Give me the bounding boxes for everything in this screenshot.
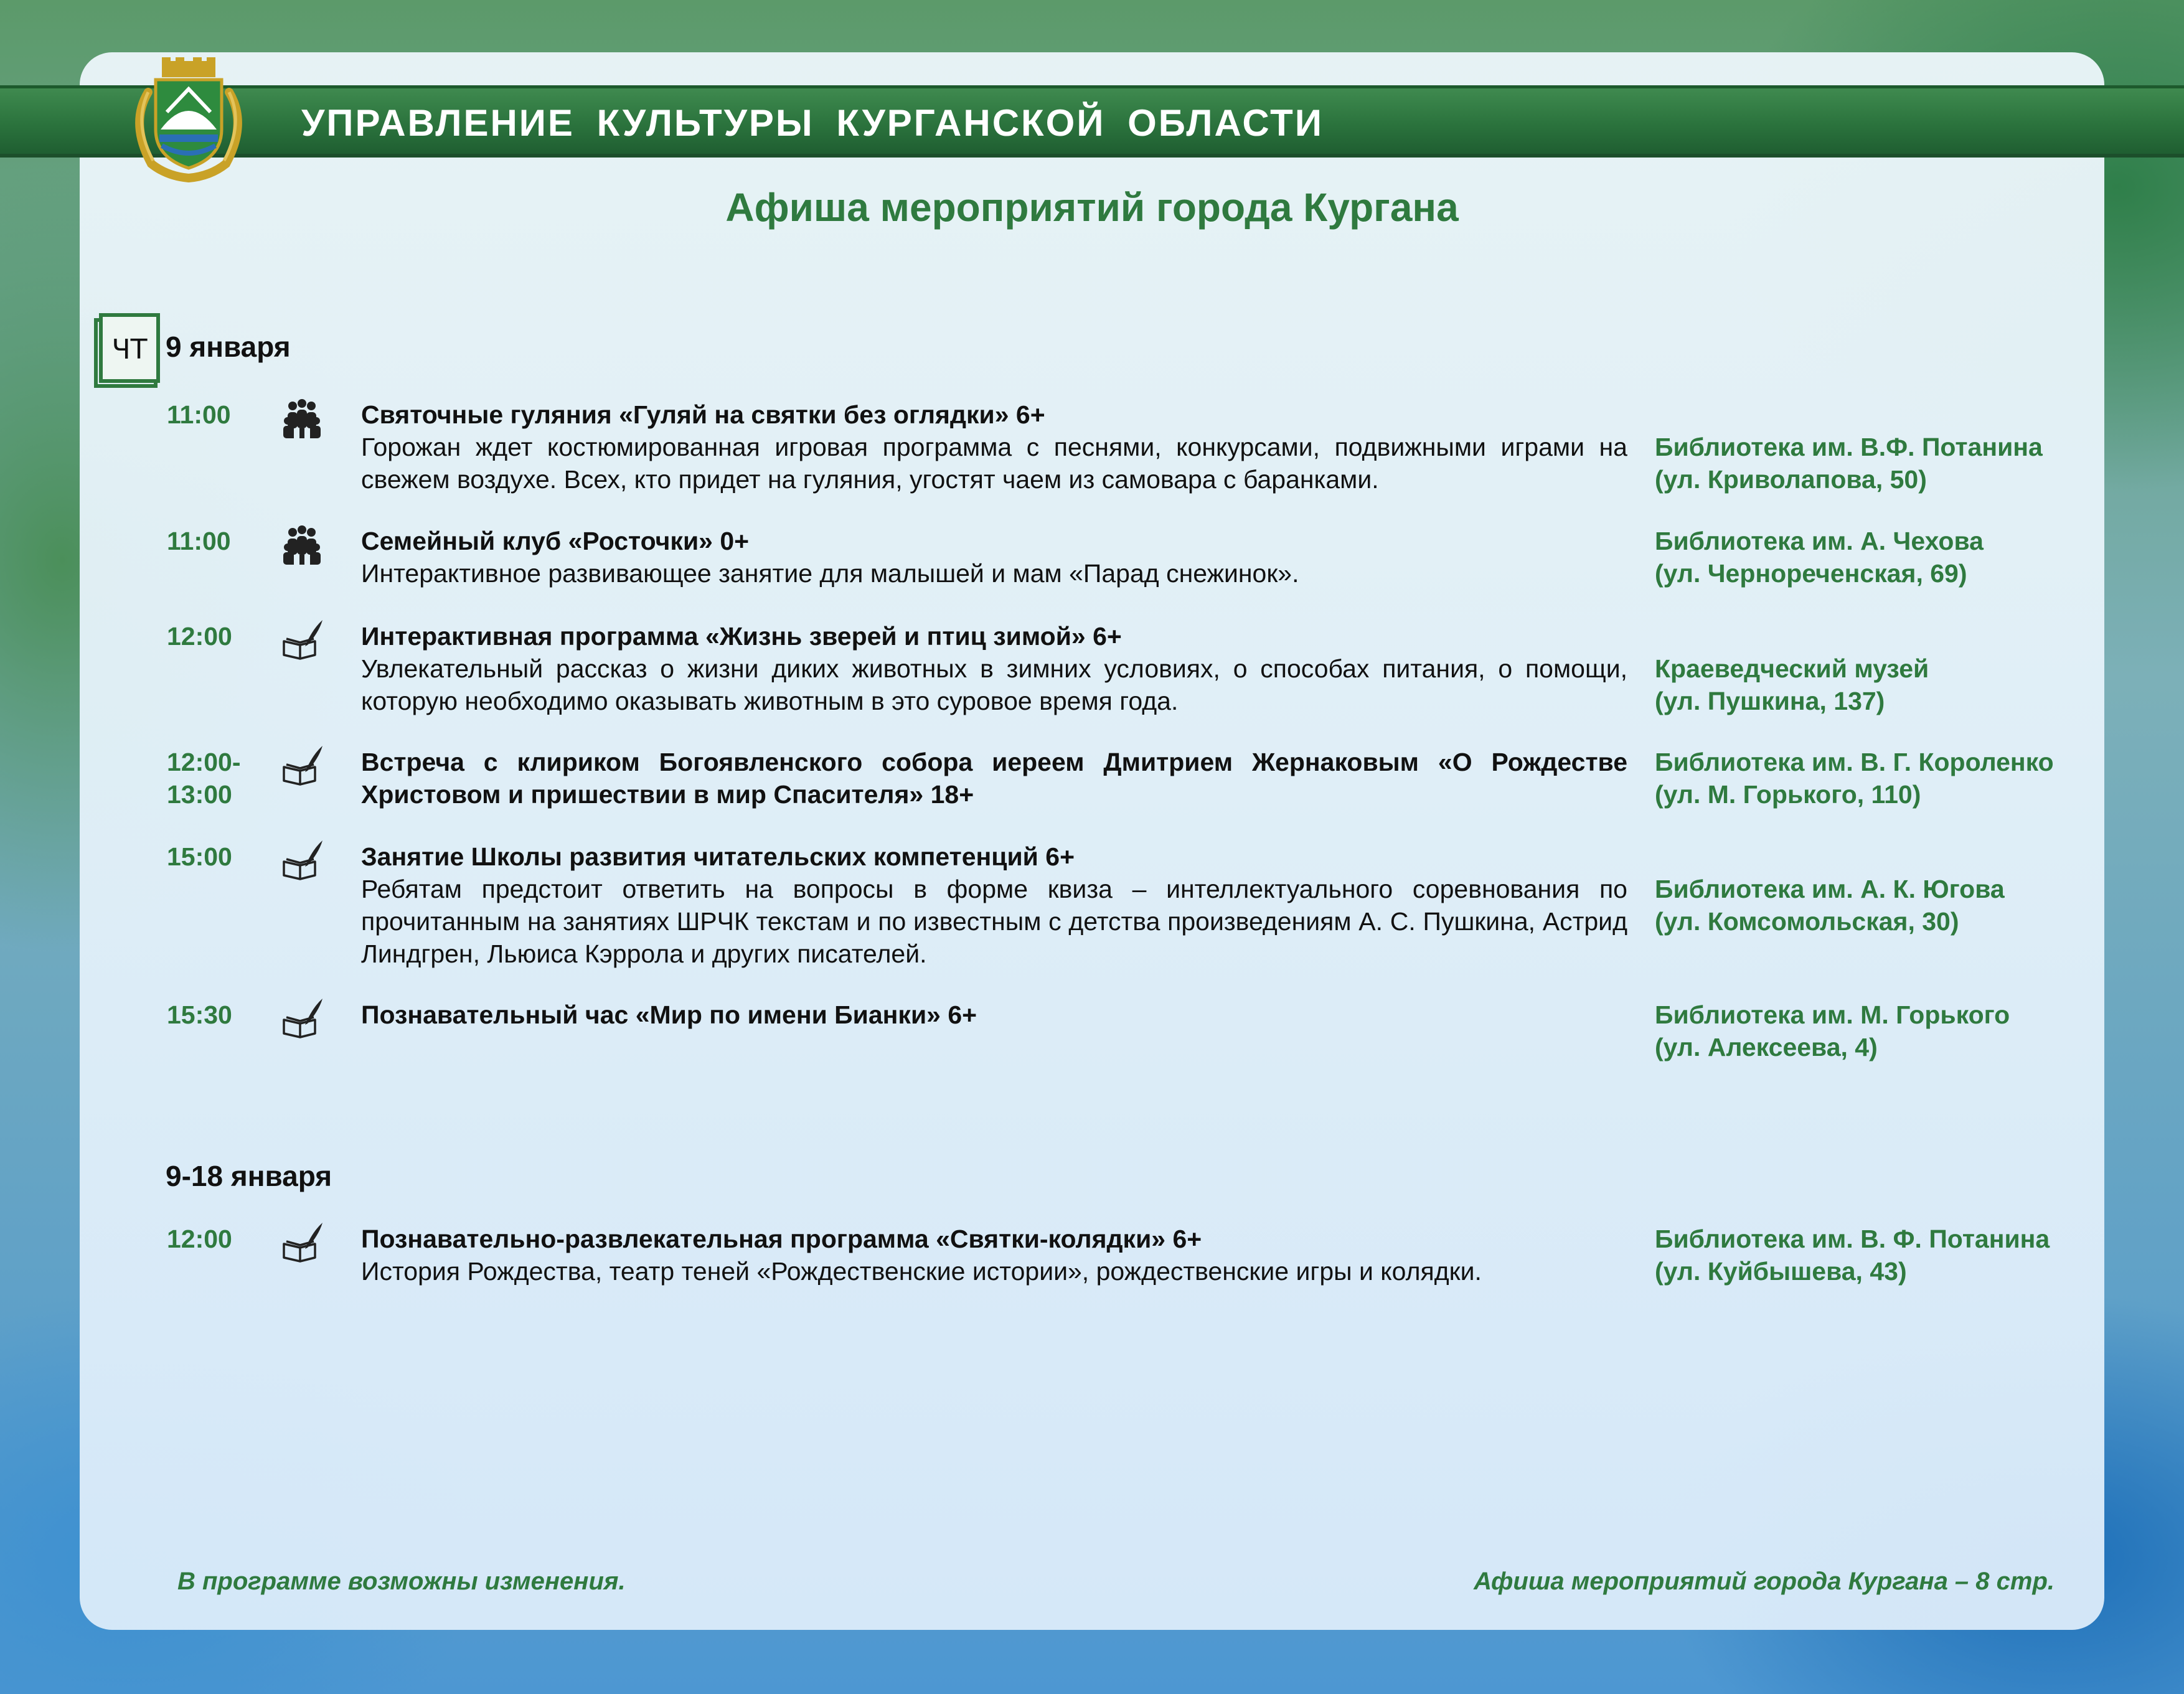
event-title: Семейный клуб «Росточки» 0+ xyxy=(361,527,750,555)
venue-address: (ул. Криволапова, 50) xyxy=(1655,465,1927,494)
event-venue xyxy=(1655,525,2103,590)
event-body xyxy=(361,620,1627,717)
venue-name: Библиотека им. В. Г. Короленко xyxy=(1655,748,2054,776)
event-title: Занятие Школы развития читательских компетенций 6+ xyxy=(361,842,1075,871)
event-time: 11:00 xyxy=(167,400,231,429)
event-venue xyxy=(1655,746,2103,811)
event-body xyxy=(361,525,1627,590)
event-time-start: 12:00- xyxy=(167,748,241,776)
venue-name: Библиотека им. В. Ф. Потанина xyxy=(1655,1225,2050,1253)
venue-address: (ул. Чернореченская, 69) xyxy=(1655,559,1967,588)
footer-page-label: Афиша мероприятий города Кургана – 8 стр. xyxy=(1474,1568,2055,1595)
event-venue xyxy=(1655,873,2103,938)
venue-address: (ул. М. Горького, 110) xyxy=(1655,780,1921,809)
event-description: Горожан ждет костюмированная игровая программа с песнями, конкурсами, подвижными играми на свежем воздухе. Всех, кто придет на гуляния, угостят чаем из самовара с баранками. xyxy=(361,433,1627,494)
event-title: Встреча с клириком Богоявленского собора иереем Дмитрием Жернаковым «О Рождестве Христовом и пришествии в мир Спасителя» 18+ xyxy=(361,748,1627,809)
book-quill-icon xyxy=(280,838,324,882)
event-time: 11:00 xyxy=(167,527,231,555)
event-body xyxy=(361,746,1627,811)
event-body xyxy=(361,1223,1627,1287)
date-heading: 9-18 января xyxy=(166,1160,332,1192)
event-venue xyxy=(1655,431,2103,496)
event-description: История Рождества, театр теней «Рождественские истории», рождественские игры и колядки. xyxy=(361,1257,1482,1286)
event-body xyxy=(361,999,1627,1031)
book-quill-icon xyxy=(280,996,324,1040)
event-title: Познавательно-развлекательная программа «Святки-колядки» 6+ xyxy=(361,1225,1202,1253)
venue-name: Библиотека им. А. К. Югова xyxy=(1655,875,2005,903)
venue-name: Библиотека им. А. Чехова xyxy=(1655,527,1984,555)
org-title: УПРАВЛЕНИЕ КУЛЬТУРЫ КУРГАНСКОЙ ОБЛАСТИ xyxy=(301,102,1324,144)
venue-name: Краеведческий музей xyxy=(1655,654,1929,683)
event-time xyxy=(167,746,241,811)
book-quill-icon xyxy=(280,743,324,787)
event-title: Познавательный час «Мир по имени Бианки» 6+ xyxy=(361,1000,977,1029)
page-title: Афиша мероприятий города Кургана xyxy=(725,185,1459,230)
event-time: 12:00 xyxy=(167,622,232,651)
event-body xyxy=(361,398,1627,496)
event-venue xyxy=(1655,1223,2103,1287)
event-time: 15:30 xyxy=(167,1000,232,1029)
event-description: Увлекательный рассказ о жизни диких животных в зимних условиях, о способах питания, о помощи, которую необходимо оказывать животным в это суровое время года. xyxy=(361,654,1627,715)
event-title: Интерактивная программа «Жизнь зверей и птиц зимой» 6+ xyxy=(361,622,1122,651)
event-time: 12:00 xyxy=(167,1225,232,1253)
book-quill-icon xyxy=(280,1220,324,1264)
venue-address: (ул. Куйбышева, 43) xyxy=(1655,1257,1907,1286)
day-badge: ЧТ xyxy=(111,334,148,365)
event-time-end: 13:00 xyxy=(167,780,232,809)
venue-address: (ул. Алексеева, 4) xyxy=(1655,1033,1878,1061)
calendar-day-icon xyxy=(92,311,161,390)
venue-address: (ул. Комсомольская, 30) xyxy=(1655,907,1959,936)
people-group-icon xyxy=(280,524,324,567)
event-time: 15:00 xyxy=(167,842,232,871)
venue-name: Библиотека им. М. Горького xyxy=(1655,1000,2010,1029)
event-description: Интерактивное развивающее занятие для малышей и мам «Парад снежинок». xyxy=(361,559,1299,588)
kurgan-coat-of-arms-icon xyxy=(123,55,254,186)
venue-name: Библиотека им. В.Ф. Потанина xyxy=(1655,433,2043,461)
date-heading: 9 января xyxy=(166,331,291,363)
event-body xyxy=(361,840,1627,970)
people-group-icon xyxy=(280,397,324,441)
venue-address: (ул. Пушкина, 137) xyxy=(1655,687,1885,715)
event-venue xyxy=(1655,999,2103,1063)
footer-note: В программе возможны изменения. xyxy=(177,1568,626,1595)
event-description: Ребятам предстоит ответить на вопросы в форме квиза – интеллектуального соревнования по прочитанным на занятиях ШРЧК текстам и по известным с детства произведениям А. С. Пушкина, Астрид Линдгрен, Льюиса Кэррола и других писателей. xyxy=(361,875,1627,968)
book-quill-icon xyxy=(280,618,324,661)
event-venue xyxy=(1655,652,2103,717)
event-title: Святочные гуляния «Гуляй на святки без оглядки» 6+ xyxy=(361,400,1045,429)
